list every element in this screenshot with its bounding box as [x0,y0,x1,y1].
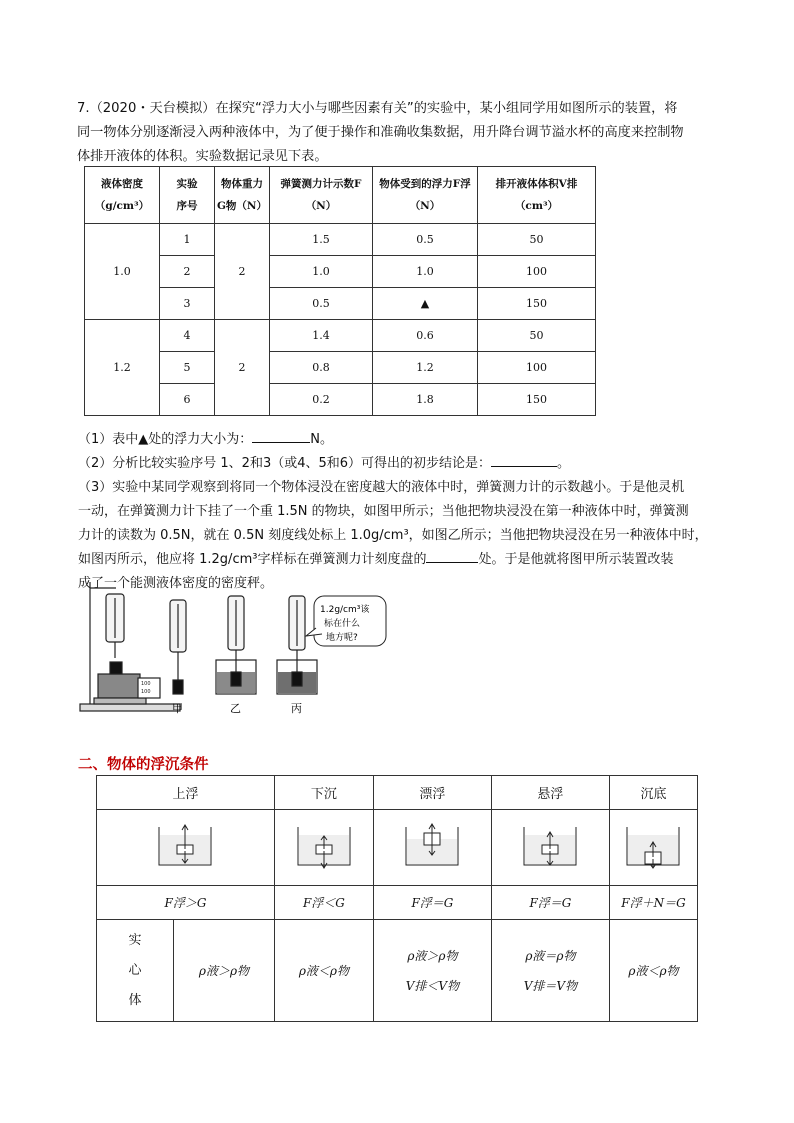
state-label: 悬浮 [491,776,609,810]
section-title: 二、物体的浮沉条件 [78,757,209,773]
bubble-text: 1.2g/cm³该 [320,605,370,615]
answer-blank[interactable] [491,452,557,467]
header-buoyancy: 物体受到的浮力F浮 （N） [373,167,478,224]
spring-scale-jia [170,600,186,694]
table-row [85,288,596,320]
force-condition: F浮＝G [373,886,491,920]
experiment-table [84,166,596,416]
sub-question-3-line: 如图丙所示，他应将 1.2g/cm³字样标在弹簧测力计刻度盘的 处。于是他就将图甲所示装置改装 [78,548,738,572]
sub-question-3-line: 一动，在弹簧测力计下挂了一个重 1.5N 的物块，如图甲所示；当他把物块浸没在第一种液体中时，弹簧测 [78,504,689,519]
table-row [97,920,698,1022]
cell-spring: 1.0 [270,256,373,288]
cell-volume: 50 [478,224,596,256]
state-label: 上浮 [97,776,275,810]
table-header-row [85,167,596,224]
sunk-diagram [623,823,683,869]
density-condition: ρ液＞ρ物 V排＜V物 [373,920,491,1022]
table-row [85,384,596,416]
table-row [85,256,596,288]
density-condition: ρ液＜ρ物 [609,920,697,1022]
experiment-figure [78,576,398,721]
table-row [85,320,596,352]
figure-label-bing: 丙 [291,702,302,715]
cell-seq: 6 [160,384,215,416]
header-spring: 弹簧测力计示数F （N） [270,167,373,224]
sinking-diagram [294,823,354,869]
cell-spring: 0.2 [270,384,373,416]
figure-label-yi: 乙 [230,702,241,715]
state-label: 沉底 [609,776,697,810]
force-condition: F浮＝G [491,886,609,920]
table-row [85,352,596,384]
diagram-cell [373,810,491,886]
cell-buoyancy: 1.0 [373,256,478,288]
state-label: 漂浮 [373,776,491,810]
cell-volume: 100 [478,256,596,288]
cell-spring: 1.5 [270,224,373,256]
sub-question-3-line: 力计的读数为 0.5N，就在 0.5N 刻度线处标上 1.0g/cm³，如图乙所示；当他把物块浸没在另一种液体中时， [78,528,708,543]
rising-diagram [155,823,215,869]
cell-spring: 0.5 [270,288,373,320]
figure-label-jia: 甲 [172,702,183,715]
question-line: 体排开液体的体积。实验数据记录见下表。 [77,149,328,164]
cell-buoyancy: ▲ [373,288,478,320]
cell-weight: 2 [215,320,270,416]
density-condition: ρ液＜ρ物 [274,920,373,1022]
speech-bubble [306,596,386,646]
diagram-cell [274,810,373,886]
table-row [97,776,698,810]
spring-scale-bing [277,596,317,694]
header-seq: 实验 序号 [160,167,215,224]
floating-diagram [402,823,462,869]
cell-volume: 100 [478,352,596,384]
bubble-text: 标在什么 [324,619,361,629]
cell-seq: 4 [160,320,215,352]
bubble-text: 地方呢? [326,633,358,643]
force-condition: F浮＜G [274,886,373,920]
cell-seq: 3 [160,288,215,320]
cell-buoyancy: 1.2 [373,352,478,384]
stand-apparatus [80,582,180,711]
table-row [97,810,698,886]
state-label: 下沉 [274,776,373,810]
cell-volume: 50 [478,320,596,352]
table-row [85,224,596,256]
sub-question-3-line: 成了一个能测液体密度的密度秤。 [78,576,274,591]
cell-seq: 1 [160,224,215,256]
table-row [97,886,698,920]
cell-buoyancy: 0.6 [373,320,478,352]
answer-blank[interactable] [252,428,310,443]
question-text [77,97,717,169]
cup-mark: 100 [141,681,151,687]
cell-volume: 150 [478,288,596,320]
cell-density: 1.0 [85,224,160,320]
cell-seq: 2 [160,256,215,288]
diagram-cell [491,810,609,886]
cup-mark: 100 [141,689,151,695]
force-condition: F浮＋N＝G [609,886,697,920]
sub-questions [78,428,738,596]
header-volume: 排开液体体积V排 （cm³） [478,167,596,224]
sub-question-2: （2）分析比较实验序号 1、2和3（或4、5和6）可得出的初步结论是： 。 [78,452,738,476]
sub-question-3-line: （3）实验中某同学观察到将同一个物体浸没在密度越大的液体中时，弹簧测力计的示数越小。于是他灵机 [78,480,685,495]
diagram-cell [609,810,697,886]
suspended-diagram [520,823,580,869]
cell-volume: 150 [478,384,596,416]
diagram-cell [97,810,275,886]
answer-blank[interactable] [426,548,478,563]
spring-scale-yi [216,596,256,694]
header-weight: 物体重力 G物（N） [215,167,270,224]
question-line: 7.（2020・天台模拟）在探究“浮力大小与哪些因素有关”的实验中，某小组同学用如图所示的装置，将 [77,101,678,116]
solid-label: 实 心 体 [97,920,174,1022]
float-sink-table [96,775,698,1022]
question-line: 同一物体分别逐渐浸入两种液体中，为了便于操作和准确收集数据，用升降台调节溢水杯的高度来控制物 [77,125,684,140]
force-condition: F浮＞G [97,886,275,920]
density-condition: ρ液＝ρ物 V排＝V物 [491,920,609,1022]
density-condition: ρ液＞ρ物 [174,920,275,1022]
cell-density: 1.2 [85,320,160,416]
cell-buoyancy: 1.8 [373,384,478,416]
cell-seq: 5 [160,352,215,384]
cell-weight: 2 [215,224,270,320]
cell-spring: 1.4 [270,320,373,352]
sub-question-1: （1）表中▲处的浮力大小为： N。 [78,428,738,452]
header-density: 液体密度 （g/cm³） [85,167,160,224]
cell-buoyancy: 0.5 [373,224,478,256]
cell-spring: 0.8 [270,352,373,384]
